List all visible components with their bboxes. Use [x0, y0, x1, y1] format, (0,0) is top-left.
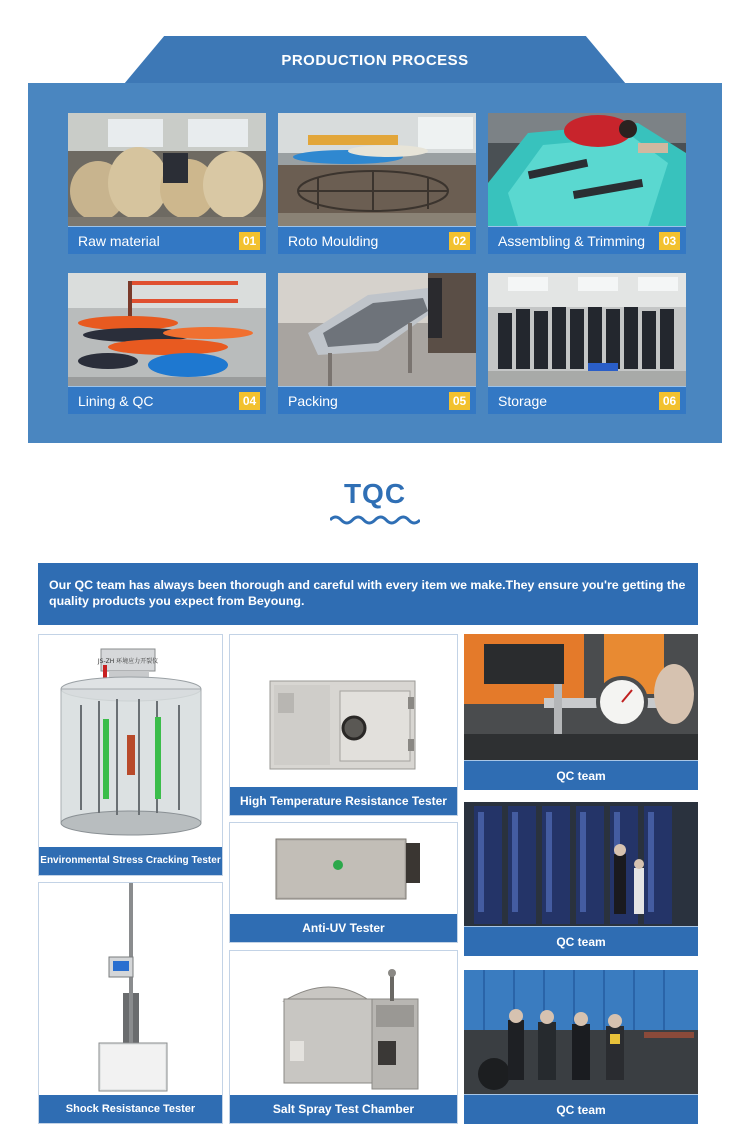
tester-label: Shock Resistance Tester: [39, 1095, 222, 1123]
tester-label: Environmental Stress Cracking Tester: [39, 847, 222, 875]
high-temp-tester-image: [230, 635, 458, 789]
raw-material-photo: [68, 113, 266, 226]
roto-moulding-photo: [278, 113, 476, 226]
step-caption: [488, 386, 686, 414]
step-label: Raw material: [78, 233, 160, 249]
team-group-image: [464, 970, 698, 1094]
tqc-intro-banner: [38, 563, 698, 625]
step-card-assembling-trimming: [488, 113, 686, 254]
tester-label: Anti-UV Tester: [230, 914, 457, 942]
qc-team-label: QC team: [464, 760, 698, 790]
qc-team-label: QC team: [464, 1094, 698, 1124]
tile-anti-uv-tester: [229, 822, 458, 943]
step-number-badge: 03: [659, 232, 680, 250]
production-process-panel: [28, 83, 722, 443]
tile-stress-cracking-tester: [38, 634, 223, 876]
packing-photo: [278, 273, 476, 386]
step-number-badge: 04: [239, 392, 260, 410]
tqc-title: TQC: [343, 478, 407, 509]
shock-resistance-tester-image: [39, 883, 223, 1097]
step-label: Storage: [498, 393, 548, 409]
stress-cracking-tester-image: [39, 635, 223, 849]
step-caption: [68, 386, 266, 414]
step-caption: [278, 386, 476, 414]
step-card-roto-moulding: [278, 113, 476, 254]
assembling-trimming-photo: [488, 113, 686, 226]
step-label: Packing: [288, 393, 338, 409]
tqc-intro-text: Our QC team has always been thorough and careful with every item we make.They ensure you're getting the quality products you expect from Beyoung.: [49, 578, 686, 608]
anti-uv-tester-image: [230, 823, 458, 916]
instrument-label: JS-ZH 环境应力开裂仪: [97, 658, 159, 665]
lining-qc-photo: [68, 273, 266, 386]
step-card-storage: [488, 273, 686, 414]
tile-high-temp-tester: [229, 634, 458, 816]
step-number-badge: 01: [239, 232, 260, 250]
qc-team-label: QC team: [464, 926, 698, 956]
qc-team-photo-2: [464, 802, 698, 956]
step-card-lining-qc: [68, 273, 266, 414]
step-number-badge: 05: [449, 392, 470, 410]
wave-divider-icon: [330, 514, 420, 526]
step-label: Assembling & Trimming: [498, 233, 646, 249]
tester-label: High Temperature Resistance Tester: [230, 787, 457, 815]
step-label: Lining & QC: [78, 393, 154, 409]
step-card-raw-material: [68, 113, 266, 254]
kayak-inspection-image: [464, 802, 698, 926]
tile-salt-spray-chamber: [229, 950, 458, 1124]
step-card-packing: [278, 273, 476, 414]
tile-shock-resistance-tester: [38, 882, 223, 1124]
caliper-measurement-image: [464, 634, 698, 760]
qc-team-photo-3: [464, 970, 698, 1124]
salt-spray-chamber-image: [230, 951, 458, 1097]
step-label: Roto Moulding: [288, 233, 379, 249]
step-caption: [68, 226, 266, 254]
step-number-badge: 06: [659, 392, 680, 410]
step-caption: [278, 226, 476, 254]
step-caption: [488, 226, 686, 254]
qc-team-photo-1: [464, 634, 698, 790]
production-process-title: PRODUCTION PROCESS: [281, 52, 469, 69]
storage-photo: [488, 273, 686, 386]
tester-label: Salt Spray Test Chamber: [230, 1095, 457, 1123]
step-number-badge: 02: [449, 232, 470, 250]
